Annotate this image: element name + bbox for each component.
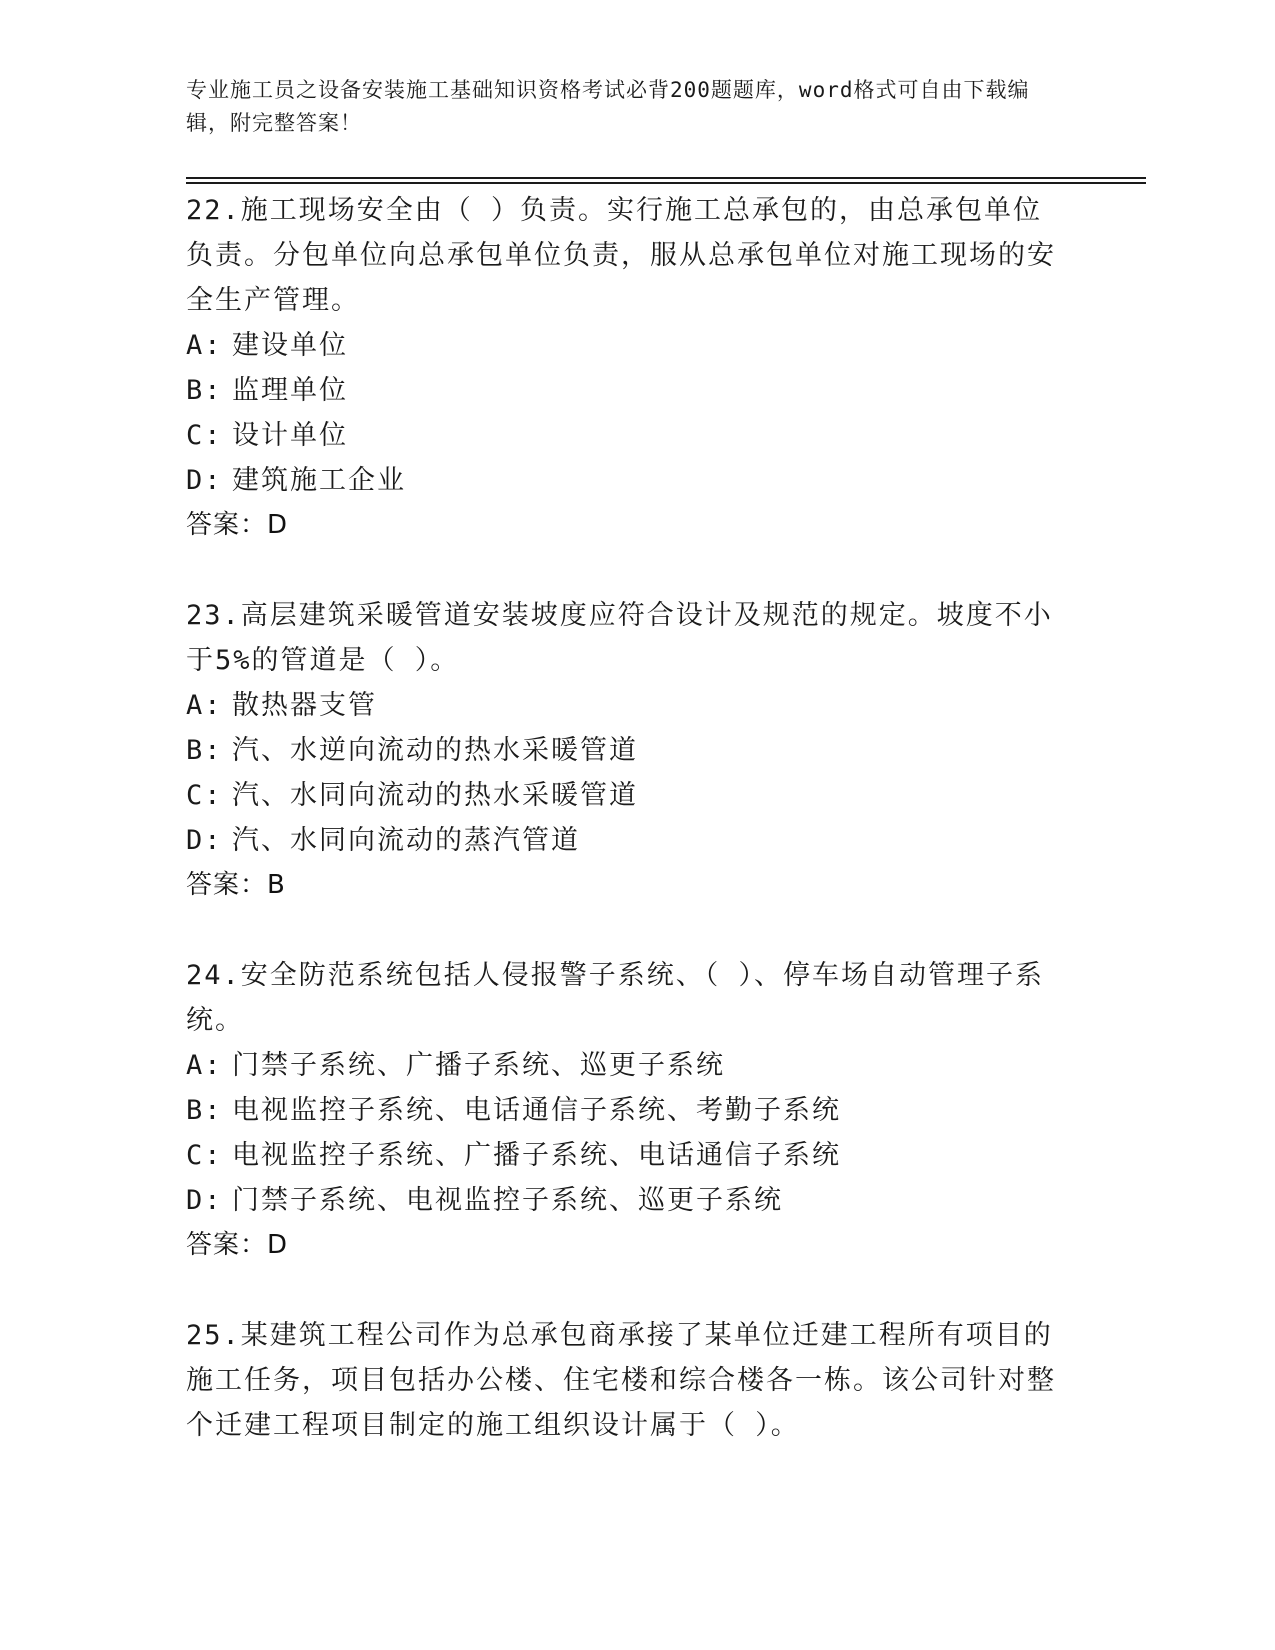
option-a [186, 683, 1086, 728]
answer-line: 答案：D [186, 1230, 289, 1260]
option-text: 建设单位 [232, 330, 348, 361]
question-spacer [186, 908, 1086, 953]
question-stem: 25.某建筑工程公司作为总承包商承接了某单位迁建工程所有项目的施工任务，项目包括办公楼、住宅楼和综合楼各一栋。该公司针对整个迁建工程项目制定的施工组织设计属于（ ）。 [186, 1320, 1056, 1441]
question-list [186, 188, 1086, 1448]
question-stem: 23.高层建筑采暖管道安装坡度应符合设计及规范的规定。坡度不小于5%的管道是（ ）。 [186, 600, 1053, 676]
option-a [186, 323, 1086, 368]
option-b [186, 728, 1086, 773]
option-text: 散热器支管 [232, 690, 377, 721]
option-d [186, 458, 1086, 503]
option-c [186, 413, 1086, 458]
option-text: 汽、水同向流动的蒸汽管道 [232, 825, 580, 856]
option-key: D: [186, 465, 223, 496]
option-key: C: [186, 1140, 223, 1171]
question-25 [186, 1313, 1086, 1448]
option-key: C: [186, 420, 223, 451]
option-d [186, 1178, 1086, 1223]
question-stem: 22.施工现场安全由（ ）负责。实行施工总承包的，由总承包单位负责。分包单位向总承包单位负责，服从总承包单位对施工现场的安全生产管理。 [186, 195, 1056, 316]
option-key: A: [186, 330, 223, 361]
option-text: 监理单位 [232, 375, 348, 406]
option-key: D: [186, 1185, 223, 1216]
option-text: 电视监控子系统、电话通信子系统、考勤子系统 [232, 1095, 841, 1126]
option-text: 汽、水逆向流动的热水采暖管道 [232, 735, 638, 766]
option-b [186, 368, 1086, 413]
option-text: 门禁子系统、广播子系统、巡更子系统 [232, 1050, 725, 1081]
question-23 [186, 593, 1086, 908]
question-22 [186, 188, 1086, 548]
option-key: B: [186, 1095, 223, 1126]
document-header: 专业施工员之设备安装施工基础知识资格考试必背200题题库，word格式可自由下载编辑，附完整答案！ [186, 78, 1030, 135]
option-text: 建筑施工企业 [232, 465, 406, 496]
option-key: A: [186, 690, 223, 721]
question-spacer [186, 548, 1086, 593]
option-text: 汽、水同向流动的热水采暖管道 [232, 780, 638, 811]
option-key: D: [186, 825, 223, 856]
option-c [186, 1133, 1086, 1178]
option-key: A: [186, 1050, 223, 1081]
header-divider-bottom [186, 182, 1146, 184]
question-24 [186, 953, 1086, 1268]
option-text: 电视监控子系统、广播子系统、电话通信子系统 [232, 1140, 841, 1171]
option-a [186, 1043, 1086, 1088]
question-stem: 24.安全防范系统包括人侵报警子系统、（ ）、停车场自动管理子系统。 [186, 960, 1045, 1036]
answer-line: 答案：D [186, 510, 289, 540]
answer-line: 答案：B [186, 870, 286, 900]
option-key: C: [186, 780, 223, 811]
option-b [186, 1088, 1086, 1133]
option-text: 设计单位 [232, 420, 348, 451]
option-c [186, 773, 1086, 818]
option-text: 门禁子系统、电视监控子系统、巡更子系统 [232, 1185, 783, 1216]
header-divider-top [186, 177, 1146, 179]
option-d [186, 818, 1086, 863]
option-key: B: [186, 375, 223, 406]
option-key: B: [186, 735, 223, 766]
question-spacer [186, 1268, 1086, 1313]
